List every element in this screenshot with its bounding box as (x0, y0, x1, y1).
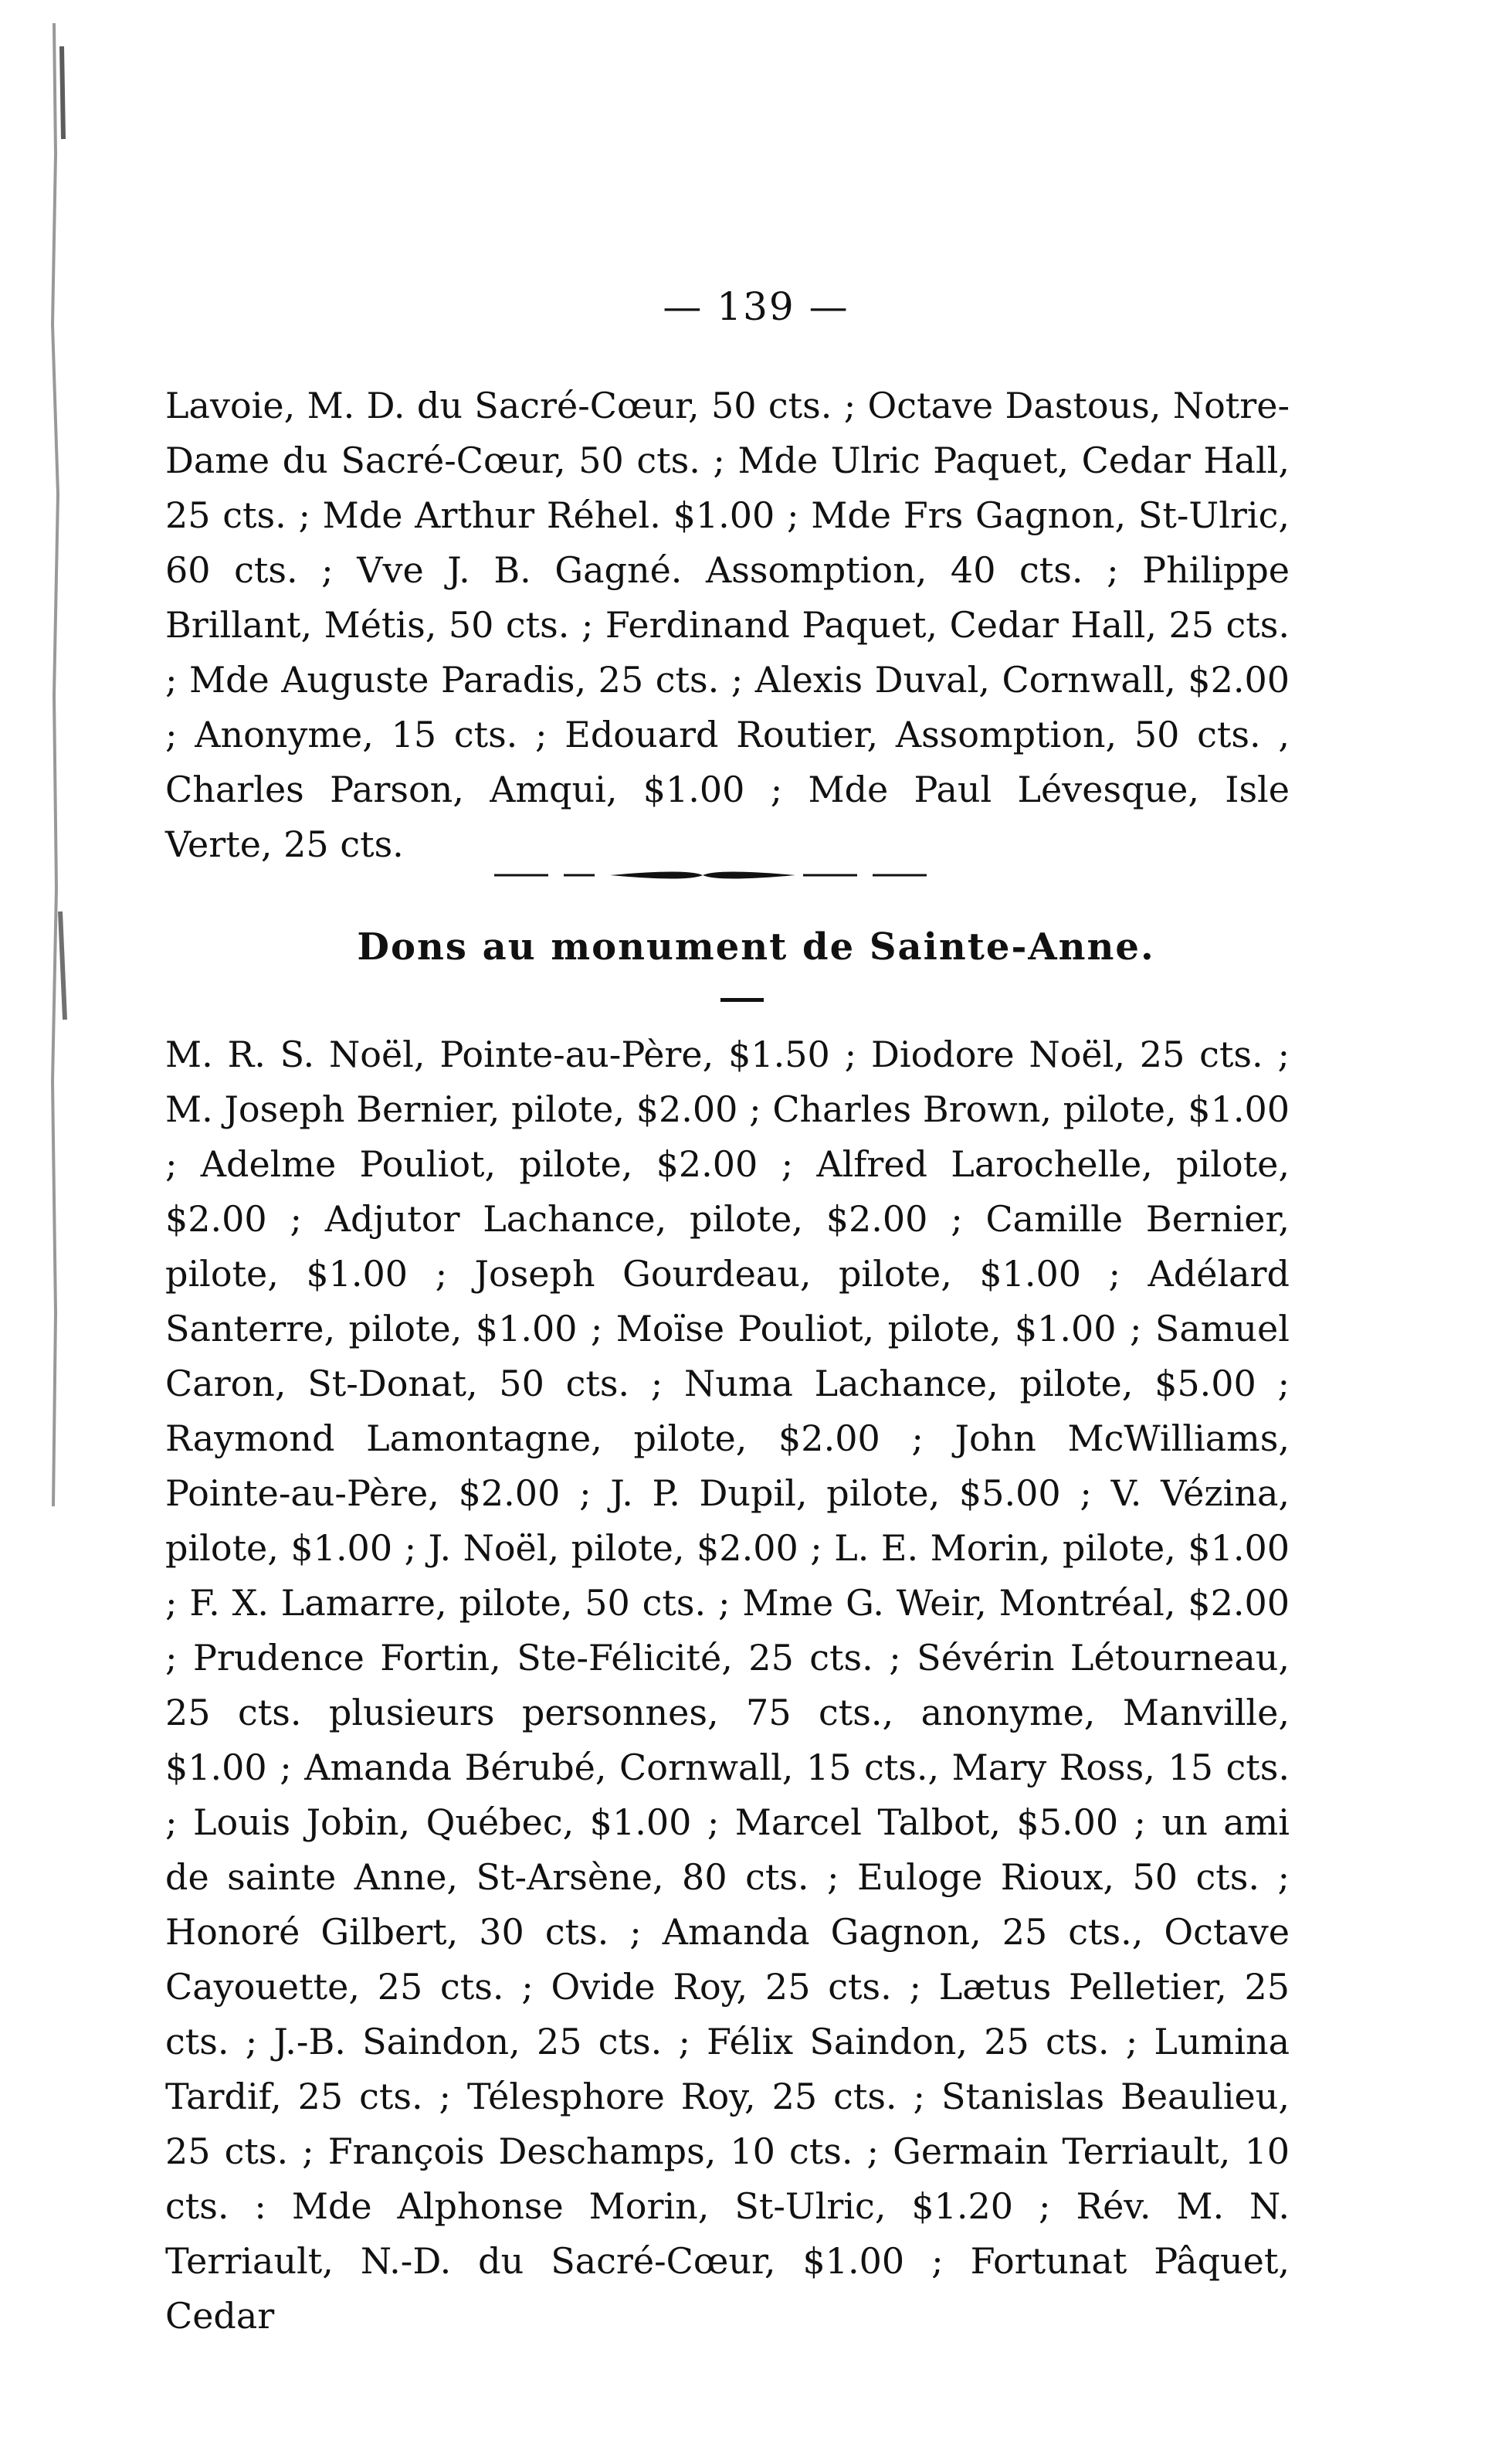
donation-paragraph-continued: Lavoie, M. D. du Sacré-Cœur, 50 cts. ; Octave Dastous, Notre-Dame du Sacré-Cœur, 50 cts. ; Mde Ulric Paquet, Cedar Hall, 25 cts. ; Mde Arthur Réhel. $1.00 ; Mde Frs Gagnon, St-Ulric, 60 cts. ; Vve J. B. Gagné. Assomption, 40 cts. ; Philippe Brillant, Métis, 50 cts. ; Ferdinand Paquet, Cedar Hall, 25 cts. ; Mde Auguste Paradis, 25 cts. ; Alexis Duval, Cornwall, $2.00 ; Anonyme, 15 cts. ; Edouard Routier, Assomption, 50 cts. , Charles Parson, Amqui, $1.00 ; Mde Paul Lévesque, Isle Verte, 25 cts. (165, 385, 1290, 865)
donation-list-paragraph: M. R. S. Noël, Pointe-au-Père, $1.50 ; Diodore Noël, 25 cts. ; M. Joseph Bernier, pilote, $2.00 ; Charles Brown, pilote, $1.00 ; Adelme Pouliot, pilote, $2.00 ; Alfred Larochelle, pilote, $2.00 ; Adjutor Lachance, pilote, $2.00 ; Camille Bernier, pilote, $1.00 ; Joseph Gourdeau, pilote, $1.00 ; Adélard Santerre, pilote, $1.00 ; Moïse Pouliot, pilote, $1.00 ; Samuel Caron, St-Donat, 50 cts. ; Numa Lachance, pilote, $5.00 ; Raymond Lamontagne, pilote, $2.00 ; John McWilliams, Pointe-au-Père, $2.00 ; J. P. Dupil, pilote, $5.00 ; V. Vézina, pilote, $1.00 ; J. Noël, pilote, $2.00 ; L. E. Morin, pilote, $1.00 ; F. X. Lamarre, pilote, 50 cts. ; Mme G. Weir, Montréal, $2.00 ; Prudence Fortin, Ste-Félicité, 25 cts. ; Sévérin Létourneau, 25 cts. plusieurs personnes, 75 cts., anonyme, Manville, $1.00 ; Amanda Bérubé, Cornwall, 15 cts., Mary Ross, 15 cts. ; Louis Jobin, Québec, $1.00 ; Marcel Talbot, $5.00 ; un ami de sainte Anne, St-Arsène, 80 cts. ; Euloge Rioux, 50 cts. ; Honoré Gilbert, 30 cts. ; Amanda Gagnon, 25 cts., Octave Cayouette, 25 cts. ; Ovide Roy, 25 cts. ; Lætus Pelletier, 25 cts. ; J.-B. Saindon, 25 cts. ; Félix Saindon, 25 cts. ; Lumina Tardif, 25 cts. ; Télesphore Roy, 25 cts. ; Stanislas Beaulieu, 25 cts. ; François Deschamps, 10 cts. ; Germain Terriault, 10 cts. : Mde Alphonse Morin, St-Ulric, $1.20 ; Rév. M. N. Terriault, N.-D. du Sacré-Cœur, $1.00 ; Fortunat Pâquet, Cedar (165, 1034, 1290, 2337)
ornamental-divider (494, 867, 927, 884)
page-number: — 139 — (663, 284, 849, 329)
title-underline-rule (720, 998, 764, 1002)
scan-margin-marks (0, 0, 69, 1545)
section-title: Dons au monument de Sainte-Anne. (357, 925, 1155, 969)
